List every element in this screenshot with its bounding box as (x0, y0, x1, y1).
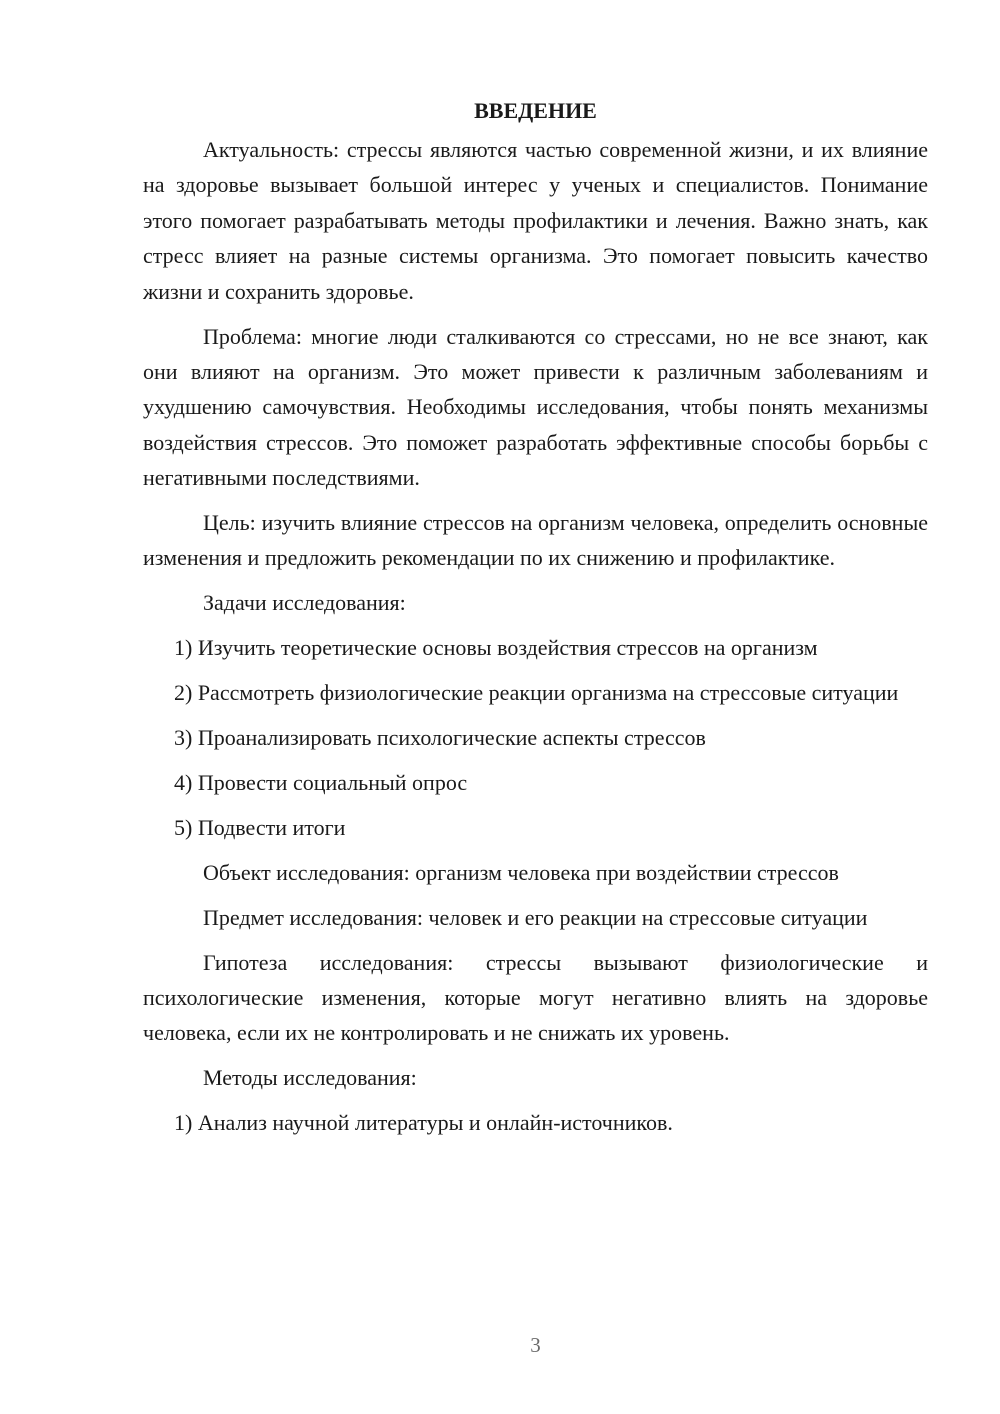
paragraph-subject: Предмет исследования: человек и его реакции на стрессовые ситуации (203, 904, 868, 930)
task-item: 5) Подвести итоги (174, 814, 346, 840)
paragraph-relevance: Актуальность: стрессы являются частью современной жизни, и их влияние на здоровье вызывает большой интерес у ученых и специалистов. Понимание этого помогает разрабатывать методы профилактики и лечения. Важно знать, как стресс влияет на разные системы организма. Это помогает повысить качество жизни и сохранить здоровье. (143, 137, 928, 304)
paragraph-hypothesis: Гипотеза исследования: стрессы вызывают физиологические и психологические изменения, которые могут негативно влиять на здоровье человека, если их не контролировать и не снижать их уровень. (143, 949, 928, 1046)
task-item: 3) Проанализировать психологические аспекты стрессов (174, 725, 706, 751)
task-item: 1) Изучить теоретические основы воздействия стрессов на организм (174, 635, 818, 661)
paragraph-goal: Цель: изучить влияние стрессов на организм человека, определить основные изменения и предложить рекомендации по их снижению и профилактике. (143, 510, 928, 571)
tasks-title: Задачи исследования: (203, 590, 406, 616)
method-item: 1) Анализ научной литературы и онлайн-источников. (174, 1110, 673, 1136)
page-number: 3 (530, 1333, 541, 1357)
methods-title: Методы исследования: (203, 1065, 417, 1091)
paragraph-object: Объект исследования: организм человека при воздействии стрессов (203, 859, 839, 885)
section-heading: ВВЕДЕНИЕ (474, 98, 597, 123)
task-item: 2) Рассмотреть физиологические реакции организма на стрессовые ситуации (174, 680, 899, 706)
task-item: 4) Провести социальный опрос (174, 770, 468, 795)
paragraph-problem: Проблема: многие люди сталкиваются со стрессами, но не все знают, как они влияют на организм. Это может привести к различным заболеваниям и ухудшению самочувствия. Необходимы исследования, чтобы понять механизмы воздействия стрессов. Это поможет разработать эффективные способы борьбы с негативными последствиями. (143, 323, 928, 491)
